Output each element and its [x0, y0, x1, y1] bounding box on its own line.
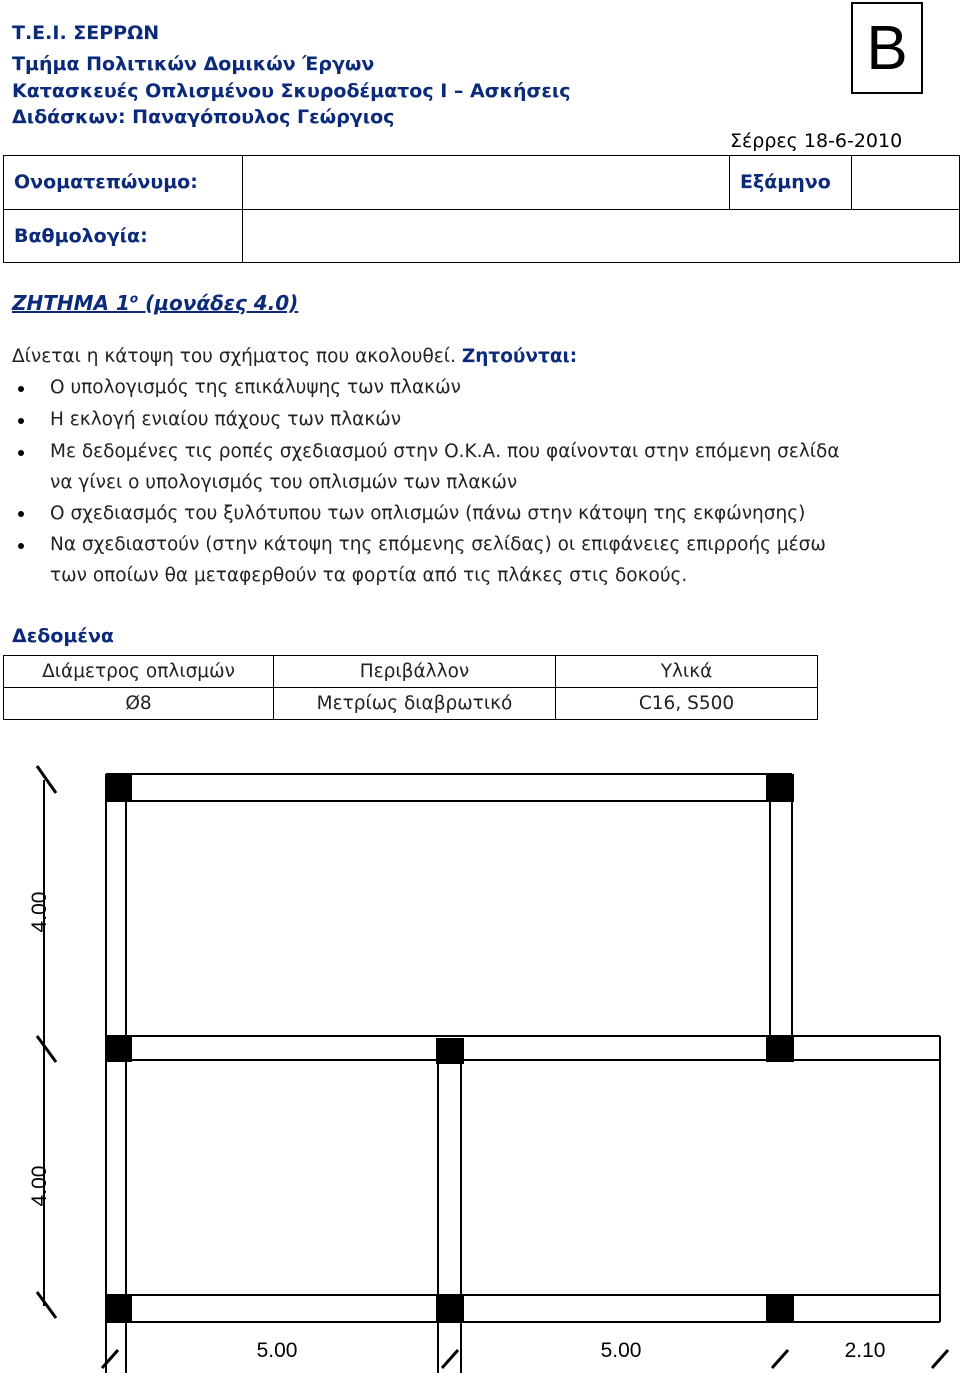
value-environment: Μετρίως διαβρωτικό [274, 688, 556, 720]
dimension-tick [102, 1350, 118, 1368]
bullet-icon [18, 511, 24, 517]
name-label: Ονοματεπώνυμο: [4, 156, 243, 210]
exam-date: Σέρρες 18-6-2010 [730, 130, 903, 152]
instructor-name: Διδάσκων: Παναγόπουλος Γεώργιος [12, 106, 395, 128]
header-diameter: Διάμετρος οπλισμών [4, 656, 274, 688]
semester-label: Εξάμηνο [730, 156, 852, 210]
column [106, 1295, 132, 1323]
column [766, 1295, 794, 1323]
dimension-tick [37, 766, 56, 793]
task-item: Ο υπολογισμός της επικάλυψης των πλακών [50, 377, 461, 398]
dimension-label-span-1: 5.00 [256, 1339, 298, 1362]
column [436, 1038, 464, 1064]
task-item-continuation: να γίνει ο υπολογισμός του οπλισμών των πλακών [50, 472, 518, 493]
column [106, 1036, 132, 1062]
dimension-label-span-2: 5.00 [600, 1339, 642, 1362]
column [766, 1036, 794, 1062]
task-item-continuation: των οποίων θα μεταφερθούν τα φορτία από τις πλάκες στις δοκούς. [50, 565, 688, 586]
student-info-table [3, 155, 960, 263]
question-intro: Δίνεται η κάτοψη του σχήματος που ακολουθεί. Ζητούνται: [12, 346, 578, 367]
grade-field[interactable] [243, 209, 960, 263]
dimension-tick [37, 1036, 56, 1062]
dimension-label-bottom: 4.00 [28, 1165, 51, 1207]
task-item: Η εκλογή ενιαίου πάχους των πλακών [50, 409, 402, 430]
bullet-icon [18, 543, 24, 549]
name-field[interactable] [243, 156, 730, 210]
dimension-tick [37, 1292, 56, 1318]
dimension-tick [772, 1350, 788, 1368]
column [106, 774, 132, 802]
given-data-title: Δεδομένα [12, 625, 114, 647]
institution-name: Τ.Ε.Ι. ΣΕΡΡΩΝ [12, 22, 160, 44]
bullet-icon [18, 450, 24, 456]
department-name: Τμήμα Πολιτικών Δομικών Έργων [12, 53, 375, 75]
task-item: Ο σχεδιασμός του ξυλότυπου των οπλισμών (πάνω στην κάτοψη της εκφώνησης) [50, 503, 806, 524]
semester-field[interactable] [852, 156, 960, 210]
grade-label: Βαθμολογία: [4, 209, 243, 263]
course-title: Κατασκευές Οπλισμένου Σκυροδέματος Ι – Ασκήσεις [12, 80, 571, 102]
bullet-icon [18, 386, 24, 392]
dimension-tick [932, 1350, 948, 1368]
given-data-table [3, 655, 818, 720]
column [436, 1295, 464, 1323]
bullet-icon [18, 418, 24, 424]
value-diameter: Ø8 [4, 688, 274, 720]
dimension-label-cantilever: 2.10 [844, 1339, 886, 1362]
header-environment: Περιβάλλον [274, 656, 556, 688]
value-materials: C16, S500 [556, 688, 818, 720]
floor-plan-drawing [0, 740, 960, 1373]
question-title: ΖΗΤΗΜΑ $1^o$ (μονάδες 4.0) [12, 291, 299, 315]
task-item: Να σχεδιαστούν (στην κάτοψη της επόμενης σελίδας) οι επιφάνειες επιρροής μέσω [50, 534, 826, 555]
column [766, 774, 794, 802]
dimension-tick [442, 1350, 458, 1368]
task-item: Με δεδομένες τις ροπές σχεδιασμού στην Ο.Κ.Α. που φαίνονται στην επόμενη σελίδα [50, 441, 840, 462]
header-materials: Υλικά [556, 656, 818, 688]
dimension-label-top: 4.00 [28, 891, 51, 933]
exam-variant-letter: B [851, 2, 923, 94]
